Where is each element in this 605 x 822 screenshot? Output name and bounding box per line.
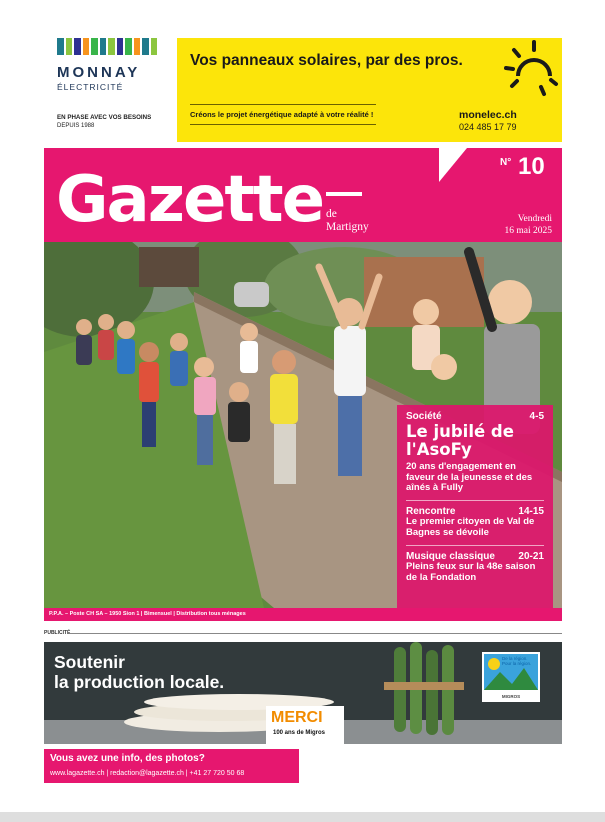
page-edge <box>0 812 605 822</box>
region-line: Pour la région. <box>502 660 532 666</box>
solar-ad-title: Vos panneaux solaires, par des pros. <box>190 52 463 69</box>
issue-number: 10 <box>518 153 545 180</box>
monnay-subtitle: ÉLECTRICITÉ <box>57 82 124 92</box>
postal-footer: P.P.A. – Poste CH SA – 1950 Sion 1 | Bimensuel | Distribution tous ménages <box>44 608 562 621</box>
cover-photo <box>44 242 562 608</box>
monnay-name: MONNAY <box>57 64 141 81</box>
gazette-logo: Gazette <box>56 163 323 237</box>
migros-ad[interactable] <box>44 642 562 744</box>
solar-ad-text: Créons le projet énergétique adapté à votre réalité ! <box>190 110 374 119</box>
masthead <box>44 148 562 242</box>
solar-ad-rule <box>190 104 376 105</box>
solar-ad-phone[interactable]: 024 485 17 79 <box>459 122 517 132</box>
monnay-tagline: EN PHASE AVEC VOS BESOINS <box>57 114 152 121</box>
issue-day: Vendredi <box>517 214 552 224</box>
monnay-stripes-icon <box>57 38 157 55</box>
masthead-notch <box>439 148 467 182</box>
teaser-pages: 20-21 <box>518 551 544 563</box>
cover-story-pages: 4-5 <box>529 411 544 422</box>
masthead-subtitle-town: Martigny <box>326 221 369 233</box>
masthead-dash <box>326 192 362 196</box>
solar-ad-website[interactable]: monelec.ch <box>459 109 517 121</box>
cover-story-panel[interactable] <box>397 405 553 608</box>
teaser-category: Rencontre <box>406 506 456 518</box>
info-contact[interactable]: www.lagazette.ch | redaction@lagazette.ch | +41 27 720 50 68 <box>50 770 245 777</box>
masthead-subtitle-de: de <box>326 208 337 220</box>
migros-ad-headline <box>54 652 224 692</box>
ad-label: PUBLICITÉ <box>44 630 71 636</box>
issue-date: 16 mai 2025 <box>504 226 552 236</box>
cover-story-lede: 20 ans d'engagement en faveur de la jeunesse et des aînés à Fully <box>406 460 533 494</box>
ad-rule <box>70 633 562 634</box>
cover-story-headline[interactable]: Le jubilé de l'AsoFy <box>406 422 514 459</box>
solar-ad-rule <box>190 124 376 125</box>
info-title: Vous avez une info, des photos? <box>50 753 205 764</box>
info-contact-box[interactable] <box>44 749 299 783</box>
region-slogan <box>502 657 531 667</box>
region-line: De la région. <box>502 656 528 661</box>
solar-panel-ad[interactable] <box>177 38 562 142</box>
sun-icon <box>504 40 564 100</box>
teaser-title[interactable]: Le premier citoyen de Val de Bagnes se dévoile <box>406 516 535 539</box>
teaser-title[interactable]: Pleins feux sur la 48e saison de la Fondation <box>406 561 536 584</box>
region-brand: MIGROS <box>501 694 521 699</box>
panel-divider <box>406 545 544 546</box>
teaser-category: Musique classique <box>406 551 495 563</box>
monnay-logo <box>57 38 157 92</box>
cover-story-category: Société <box>406 411 442 422</box>
teaser-pages: 14-15 <box>518 506 544 518</box>
merci-subtitle: 100 ans de Migros <box>273 730 326 736</box>
monnay-since: DEPUIS 1988 <box>57 123 95 129</box>
panel-divider <box>406 500 544 501</box>
merci-logo <box>266 706 344 744</box>
region-logo <box>482 652 540 702</box>
merci-word: MERCI <box>271 709 323 726</box>
headline-line: la production locale. <box>54 672 225 693</box>
headline-line: Soutenir <box>54 652 125 672</box>
issue-number-label: N° <box>500 157 512 168</box>
